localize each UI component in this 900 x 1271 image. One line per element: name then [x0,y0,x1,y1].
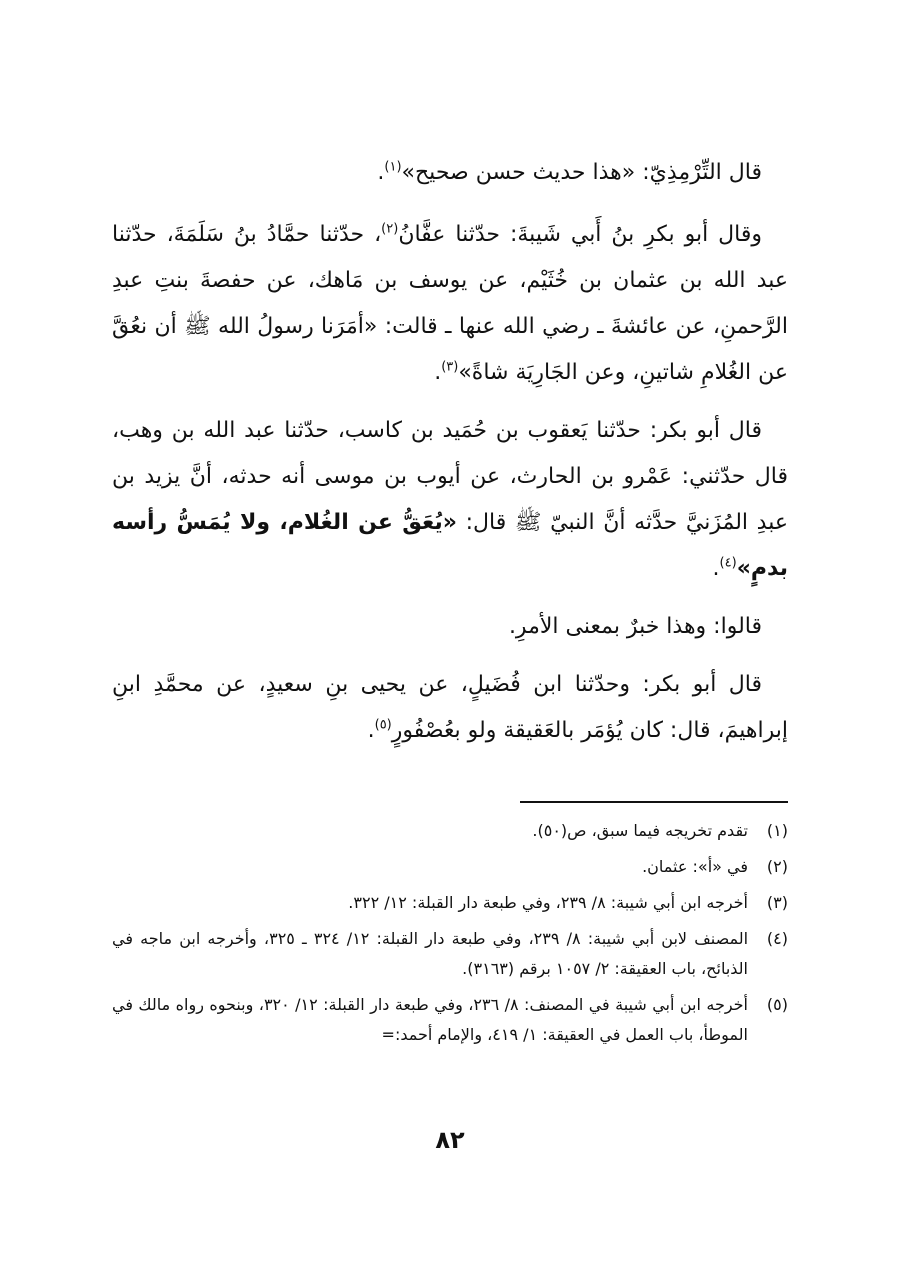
segment: وقال أبو بكرِ بنُ أَبي شَيبةَ: حدّثنا عفَّانُ [398,222,762,247]
segment: قال أبو بكر: وحدّثنا ابن فُضَيلٍ، عن يحيى بنِ سعيدٍ، عن محمَّدِ ابنِ إبراهيمَ، قال: كان يُؤمَر بالعَقيقة ولو بعُصْفُورٍ [112,672,788,743]
footnote-number: (٤) [766,929,788,948]
footnote-2 [112,852,788,882]
paragraph-5 [112,662,788,754]
footnote-ref-3: (٣) [441,359,459,375]
segment: . [367,718,375,743]
footnote-ref-1: (١) [384,159,402,175]
footnote-number: (٢) [766,857,788,876]
paragraph-1 [112,150,788,196]
footnote-text: المصنف لابن أبي شيبة: ٨/ ٢٣٩، وفي طبعة دار القبلة: ١٢/ ٣٢٤ ـ ٣٢٥، وأخرجه ابن ماجه في الذبائح، باب العقيقة: ٢/ ١٠٥٧ برقم (٣١٦٣). [112,929,749,978]
footnote-3 [112,888,788,918]
footnote-5 [112,990,788,1050]
footnote-number: (٣) [766,893,788,912]
hadith-quote-bold: «يُعَقُّ عن الغُلام، ولا يُمَسُّ رأسه بدمٍ» [112,510,788,581]
footnote-text: أخرجه ابن أبي شيبة في المصنف: ٨/ ٢٣٦، وفي طبعة دار القبلة: ١٢/ ٣٢٠، وبنحوه رواه مالك في الموطأ، باب العمل في العقيقة: ١/ ٤١٩، والإمام أحمد:= [112,995,748,1044]
paragraph-4 [112,604,788,650]
segment: قال أبو بكر: حدّثنا يَعقوب بن حُمَيد بن كاسب، حدّثنا عبد الله بن وهب، قال حدّثني: عَمْرو بن الحارث، عن أيوب بن موسى أنه حدثه، أنَّ يزيد بن عبدِ المُزَنيَّ حدَّثه أنَّ النبيّ ﷺ قال: [112,418,788,535]
footnote-text: في «أ»: عثمان. [642,857,748,876]
footnote-ref-4: (٤) [719,555,737,571]
segment: . [434,360,442,385]
footnote-text: تقدم تخريجه فيما سبق، ص(٥٠). [532,821,748,840]
footnote-number: (٥) [766,995,788,1014]
main-text [112,150,788,766]
footnote-4 [112,924,788,984]
segment: . [377,160,385,185]
footnote-number: (١) [766,821,788,840]
footnote-1 [112,816,788,846]
paragraph-3 [112,408,788,592]
segment: قال التِّرْمِذِيّ: «هذا حديث حسن صحيح» [401,160,762,185]
segment: قالوا: وهذا خبرٌ بمعنى الأمرِ. [508,614,762,639]
footnotes [112,816,788,1056]
paragraph-2 [112,212,788,396]
segment: ، حدّثنا حمَّادُ بنُ سَلَمَةَ، حدّثنا عبد الله بن عثمان بن خُثَيْم، عن يوسف بن مَاهك، عن حفصةَ بنتِ عبدِ الرَّحمنِ، عن عائشةَ ـ رضي الله عنها ـ قالت: «أمَرَنا رسولُ الله ﷺ أن نعُقَّ عن الغُلامِ شاتينِ، وعن الجَارِيَة شاةً» [112,222,788,385]
footnote-ref-2: (٢) [381,221,399,237]
footnote-text: أخرجه ابن أبي شيبة: ٨/ ٢٣٩، وفي طبعة دار القبلة: ١٢/ ٣٢٢. [348,893,748,912]
page-number: ٨٢ [435,1126,465,1154]
footnote-ref-5: (٥) [374,717,392,733]
footnote-separator [520,801,788,803]
segment: . [712,556,720,581]
